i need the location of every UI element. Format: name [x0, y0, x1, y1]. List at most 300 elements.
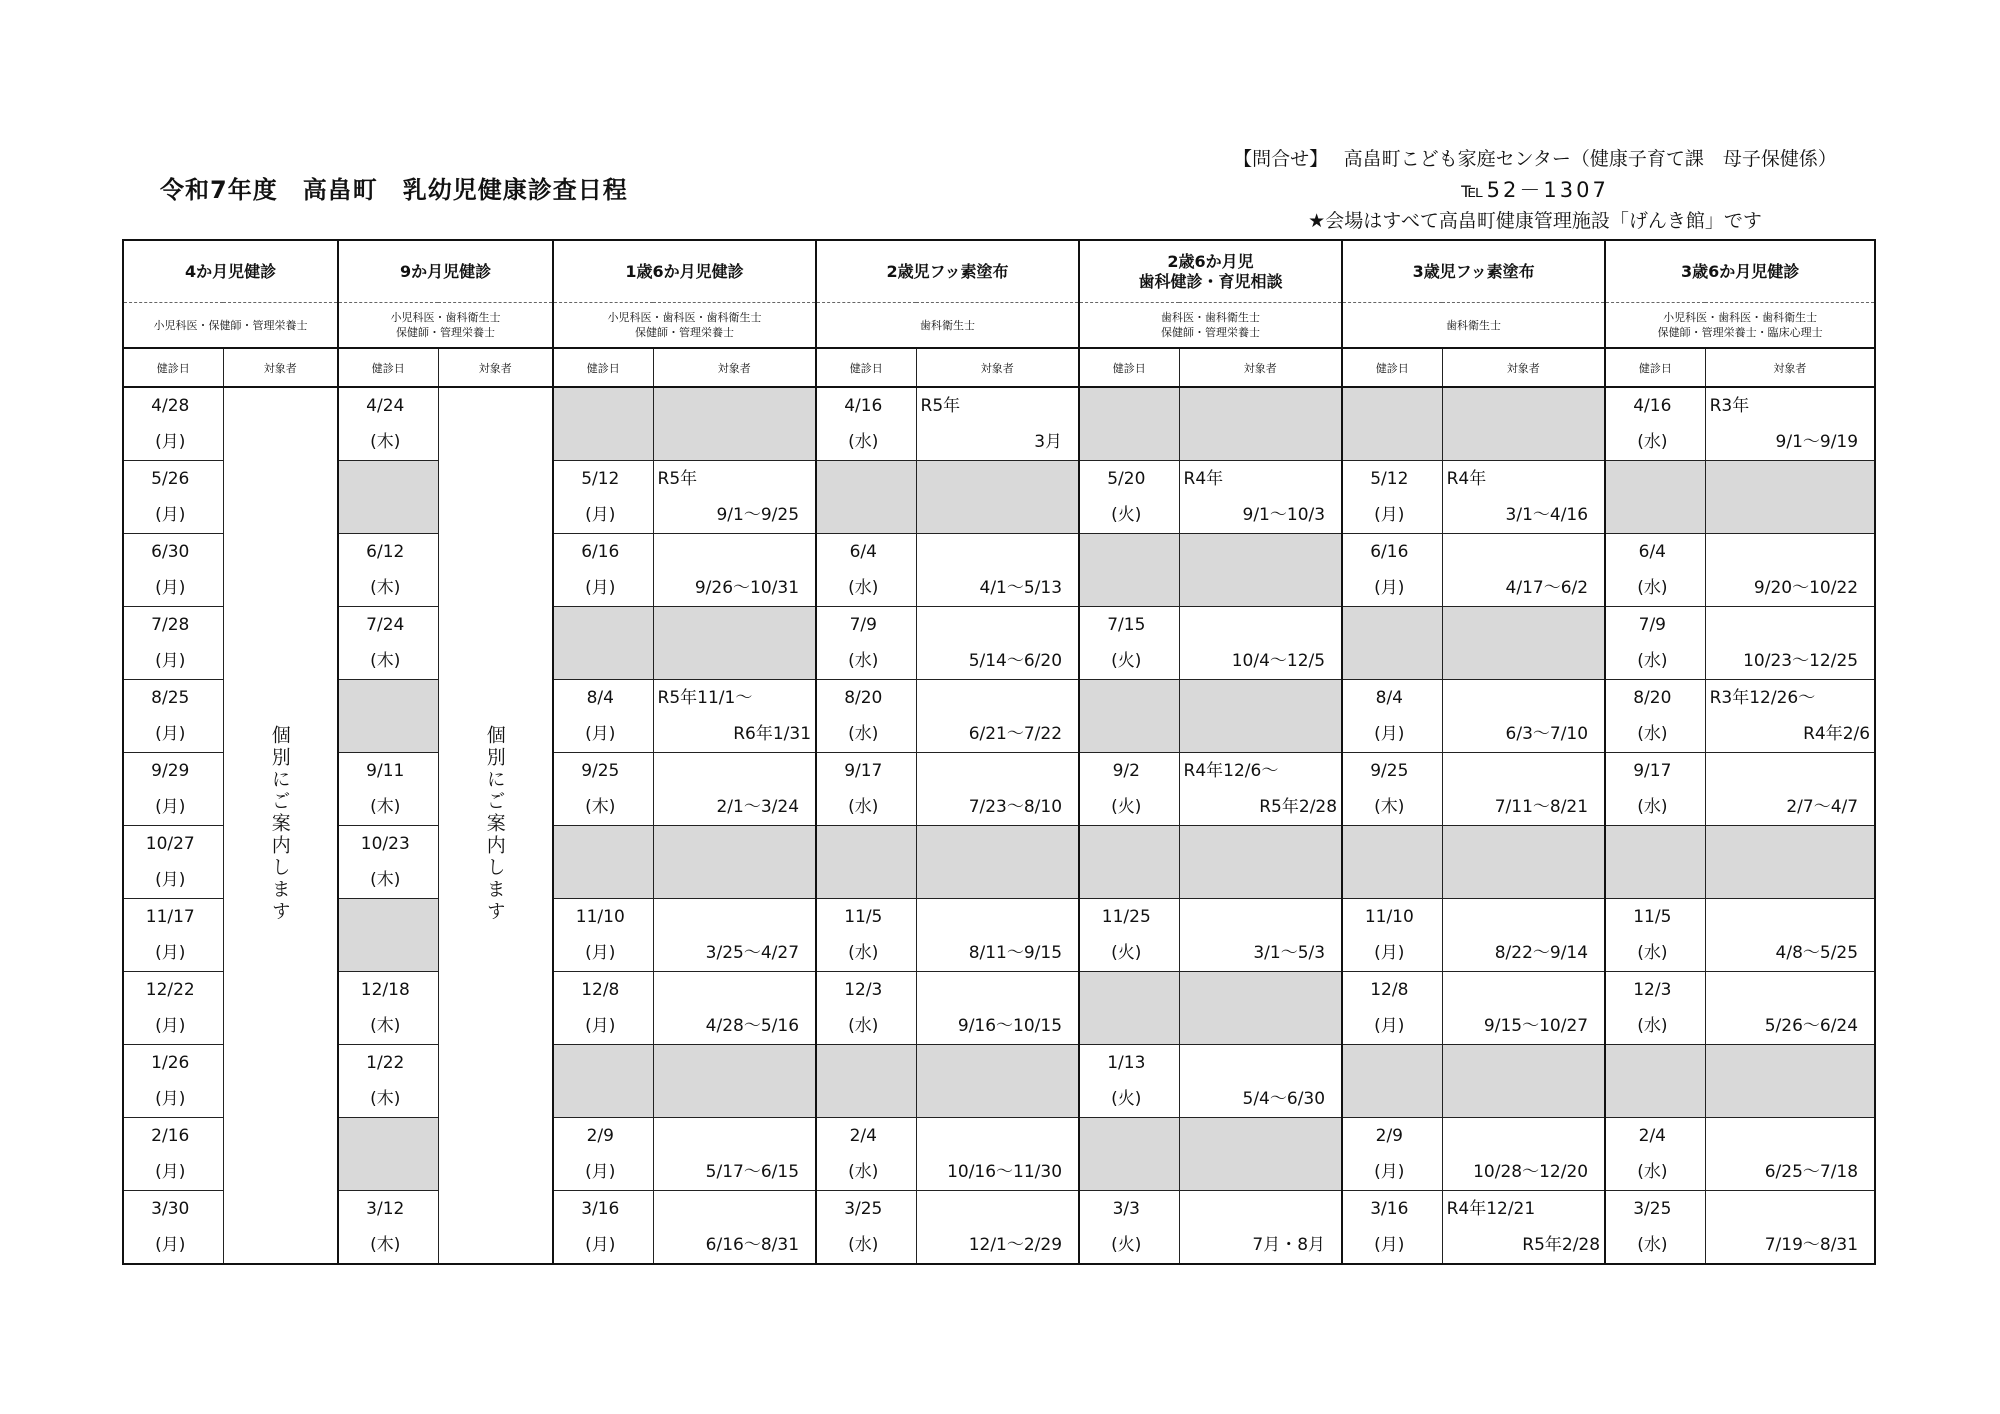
target-range: 10/4～12/5 [1231, 651, 1326, 671]
target-start [1443, 753, 1605, 789]
empty-cell [338, 899, 438, 972]
target-range: 7/11～8/21 [1494, 797, 1589, 817]
subheader-date: 健診日 [1079, 348, 1179, 387]
table-row [123, 899, 1875, 972]
weekday-value: (月) [1374, 943, 1405, 963]
staff-cell [1079, 303, 1342, 349]
target-cell [1179, 607, 1342, 680]
date-value: 11/25 [1101, 907, 1151, 927]
text-line: 保健師・管理栄養士 [635, 326, 735, 339]
empty-cell [1605, 461, 1705, 534]
venue-note: ★会場はすべて高畠町健康管理施設「げんき館」です [1308, 210, 1762, 232]
target-start: R4年 [1183, 469, 1224, 489]
empty-cell [1179, 387, 1342, 461]
date-cell [123, 899, 223, 972]
target-range: 3月 [1034, 432, 1063, 452]
target-cell [1442, 680, 1605, 753]
table-row [123, 680, 1875, 753]
target-cell [916, 1191, 1079, 1265]
date-cell [1605, 972, 1705, 1045]
date-value: 9/25 [1370, 761, 1409, 781]
column-header [1342, 240, 1605, 303]
empty-cell [1442, 1045, 1605, 1118]
date-cell [553, 534, 653, 607]
target-start [917, 1191, 1079, 1227]
target-start [654, 972, 816, 1008]
target-range: 5/26～6/24 [1764, 1016, 1859, 1036]
target-cell [916, 753, 1079, 826]
weekday-value: (火) [1111, 797, 1142, 817]
empty-cell [653, 1045, 816, 1118]
target-cell [1442, 534, 1605, 607]
staff-cell [1605, 303, 1875, 349]
date-value: 1/13 [1107, 1053, 1146, 1073]
date-cell [123, 826, 223, 899]
date-cell [123, 607, 223, 680]
date-cell [816, 534, 916, 607]
table-row [123, 972, 1875, 1045]
target-start [1180, 1191, 1342, 1227]
weekday-value: (月) [1374, 724, 1405, 744]
text-line: 歯科衛生士 [1446, 318, 1502, 332]
subheader-target: 対象者 [653, 348, 816, 387]
date-cell [1605, 607, 1705, 680]
date-cell [553, 972, 653, 1045]
weekday-value: (木) [370, 432, 401, 452]
date-cell [123, 534, 223, 607]
target-cell [1179, 461, 1342, 534]
weekday-value: (水) [1637, 943, 1668, 963]
date-value: 12/3 [1633, 980, 1672, 1000]
target-start [1443, 680, 1605, 716]
empty-cell [1179, 534, 1342, 607]
date-cell [123, 387, 223, 461]
date-cell [816, 753, 916, 826]
target-range: 9/1～9/25 [716, 505, 800, 525]
weekday-value: (水) [1637, 1162, 1668, 1182]
target-cell [1179, 1045, 1342, 1118]
table-row [123, 461, 1875, 534]
date-value: 11/5 [1633, 907, 1672, 927]
date-value: 7/9 [1638, 615, 1666, 635]
empty-cell [1442, 826, 1605, 899]
date-value: 6/4 [1638, 542, 1666, 562]
target-range: 3/25～4/27 [705, 943, 800, 963]
text-line: 小児科医・保健師・管理栄養士 [153, 318, 308, 332]
target-cell [916, 534, 1079, 607]
weekday-value: (水) [848, 432, 879, 452]
phone-number: ℡52－1307 [1461, 178, 1609, 202]
empty-cell [1442, 387, 1605, 461]
target-range: 6/16～8/31 [705, 1235, 800, 1255]
target-range: 6/25～7/18 [1764, 1162, 1859, 1182]
target-range: 9/26～10/31 [694, 578, 800, 598]
date-cell [553, 461, 653, 534]
empty-cell [916, 1045, 1079, 1118]
target-start [917, 753, 1079, 789]
target-cell [1705, 680, 1875, 753]
column-header [338, 240, 553, 303]
date-value: 8/20 [844, 688, 883, 708]
target-start [917, 607, 1079, 643]
date-cell [1342, 972, 1442, 1045]
date-value: 5/20 [1107, 469, 1146, 489]
date-cell [816, 607, 916, 680]
weekday-value: (木) [370, 578, 401, 598]
weekday-value: (月) [585, 943, 616, 963]
target-start [1443, 972, 1605, 1008]
target-range: 5/17～6/15 [705, 1162, 800, 1182]
target-start [1180, 899, 1342, 935]
target-range: R5年2/28 [1522, 1235, 1601, 1255]
text-line: 2歳6か月児 [1167, 251, 1254, 271]
weekday-value: (水) [1637, 432, 1668, 452]
subheader-row [123, 348, 1875, 387]
target-range: 4/1～5/13 [979, 578, 1063, 598]
target-start [654, 899, 816, 935]
target-range: 9/15～10/27 [1483, 1016, 1589, 1036]
target-range: 9/1～9/19 [1775, 432, 1859, 452]
target-cell [653, 680, 816, 753]
target-start: R3年12/26～ [1709, 688, 1816, 708]
empty-cell [1079, 1118, 1179, 1191]
target-range: 6/21～7/22 [968, 724, 1063, 744]
target-cell [1442, 461, 1605, 534]
weekday-value: (月) [585, 724, 616, 744]
date-cell [553, 899, 653, 972]
target-cell [1705, 387, 1875, 461]
text-line: 歯科医・歯科衛生士 [1161, 311, 1261, 324]
target-range: 2/1～3/24 [716, 797, 800, 817]
date-cell [123, 972, 223, 1045]
weekday-value: (月) [155, 1235, 186, 1255]
target-cell [1705, 607, 1875, 680]
empty-cell [816, 461, 916, 534]
empty-cell [1079, 387, 1179, 461]
date-cell [1079, 607, 1179, 680]
date-cell [338, 1191, 438, 1265]
date-cell [1079, 899, 1179, 972]
empty-cell [553, 826, 653, 899]
date-value: 7/15 [1107, 615, 1146, 635]
date-value: 7/28 [151, 615, 190, 635]
target-range: 3/1～5/3 [1253, 943, 1326, 963]
weekday-value: (月) [585, 505, 616, 525]
target-start [1706, 607, 1875, 643]
target-cell [653, 461, 816, 534]
staff-cell [1342, 303, 1605, 349]
table-row [123, 387, 1875, 461]
weekday-value: (月) [155, 578, 186, 598]
target-start [1706, 1191, 1875, 1227]
date-cell [338, 387, 438, 461]
target-start [1706, 534, 1875, 570]
weekday-value: (月) [155, 724, 186, 744]
date-cell [1342, 534, 1442, 607]
target-range: 6/3～7/10 [1505, 724, 1589, 744]
date-cell [816, 972, 916, 1045]
target-range: 2/7～4/7 [1786, 797, 1859, 817]
target-start [1443, 899, 1605, 935]
target-range: 4/28～5/16 [705, 1016, 800, 1036]
target-range: 7月・8月 [1252, 1235, 1326, 1255]
date-value: 6/16 [581, 542, 620, 562]
date-value: 12/3 [844, 980, 883, 1000]
empty-cell [1705, 1045, 1875, 1118]
date-cell [1605, 1118, 1705, 1191]
date-cell [338, 1045, 438, 1118]
date-value: 11/10 [575, 907, 625, 927]
empty-cell [816, 1045, 916, 1118]
weekday-value: (月) [1374, 1016, 1405, 1036]
table-row [123, 607, 1875, 680]
date-value: 4/24 [366, 396, 405, 416]
target-cell [1705, 899, 1875, 972]
target-cell [1442, 1191, 1605, 1265]
contact-info: 【問合せ】 高畠町こども家庭センター（健康子育て課 母子保健係） [1233, 148, 1837, 170]
target-range: 8/22～9/14 [1494, 943, 1589, 963]
text-line: 2歳児フッ素塗布 [886, 261, 1009, 281]
date-value: 4/28 [151, 396, 190, 416]
target-cell [1705, 534, 1875, 607]
date-value: 3/3 [1112, 1199, 1140, 1219]
date-cell [1605, 1191, 1705, 1265]
target-cell [916, 387, 1079, 461]
target-start [1706, 899, 1875, 935]
date-value: 7/24 [366, 615, 405, 635]
date-cell [816, 1118, 916, 1191]
target-range: 7/19～8/31 [1764, 1235, 1859, 1255]
date-cell [816, 680, 916, 753]
weekday-value: (月) [585, 1162, 616, 1182]
date-value: 8/20 [1633, 688, 1672, 708]
subheader-date: 健診日 [816, 348, 916, 387]
weekday-value: (月) [1374, 1162, 1405, 1182]
column-header [1605, 240, 1875, 303]
target-start [654, 534, 816, 570]
date-value: 7/9 [849, 615, 877, 635]
weekday-value: (月) [1374, 1235, 1405, 1255]
empty-cell [553, 607, 653, 680]
text-line: 歯科衛生士 [920, 318, 976, 332]
empty-cell [1342, 826, 1442, 899]
date-cell [816, 899, 916, 972]
empty-cell [916, 826, 1079, 899]
target-range: R4年2/6 [1803, 724, 1871, 744]
date-cell [816, 1191, 916, 1265]
weekday-value: (木) [370, 870, 401, 890]
weekday-value: (月) [1374, 505, 1405, 525]
empty-cell [1705, 826, 1875, 899]
target-start [1706, 753, 1875, 789]
column-header-row [123, 240, 1875, 303]
subheader-date: 健診日 [1605, 348, 1705, 387]
target-range: 5/4～6/30 [1242, 1089, 1326, 1109]
date-cell [1342, 1118, 1442, 1191]
weekday-value: (木) [370, 1089, 401, 1109]
table-row [123, 1118, 1875, 1191]
date-value: 12/8 [581, 980, 620, 1000]
target-start [1706, 1118, 1875, 1154]
target-start [1443, 534, 1605, 570]
empty-cell [553, 1045, 653, 1118]
empty-cell [1342, 1045, 1442, 1118]
target-cell [653, 1191, 816, 1265]
target-start [917, 972, 1079, 1008]
weekday-value: (月) [155, 432, 186, 452]
individual-notice-text: 個別にご案内します [483, 724, 506, 923]
text-line: 9か月児健診 [399, 261, 492, 281]
target-cell [1705, 1191, 1875, 1265]
staff-cell [816, 303, 1079, 349]
empty-cell [1342, 387, 1442, 461]
individual-notice [438, 387, 553, 1264]
date-value: 6/16 [1370, 542, 1409, 562]
weekday-value: (水) [1637, 724, 1668, 744]
text-line: 3歳6か月児健診 [1680, 261, 1800, 281]
target-start [1443, 1118, 1605, 1154]
date-value: 3/16 [1370, 1199, 1409, 1219]
text-line: 3歳児フッ素塗布 [1412, 261, 1535, 281]
target-cell [1179, 899, 1342, 972]
date-value: 12/8 [1370, 980, 1409, 1000]
weekday-value: (火) [1111, 651, 1142, 671]
weekday-value: (月) [155, 505, 186, 525]
target-cell [916, 680, 1079, 753]
schedule-table [122, 239, 1876, 1265]
date-cell [1342, 461, 1442, 534]
target-start [1180, 607, 1342, 643]
weekday-value: (水) [1637, 1016, 1668, 1036]
staff-cell [553, 303, 816, 349]
weekday-value: (水) [1637, 651, 1668, 671]
target-start [917, 1118, 1079, 1154]
weekday-value: (水) [1637, 797, 1668, 817]
date-cell [123, 1045, 223, 1118]
date-value: 9/11 [366, 761, 405, 781]
date-cell [1079, 461, 1179, 534]
date-value: 9/17 [1633, 761, 1672, 781]
date-cell [1605, 387, 1705, 461]
target-cell [1705, 1118, 1875, 1191]
text-line: 保健師・管理栄養士・臨床心理士 [1657, 326, 1823, 339]
target-cell [916, 607, 1079, 680]
text-line: 小児科医・歯科衛生士 [390, 311, 501, 324]
subheader-target: 対象者 [438, 348, 553, 387]
date-cell [338, 972, 438, 1045]
date-value: 8/4 [586, 688, 614, 708]
target-start: R5年11/1～ [657, 688, 753, 708]
weekday-value: (水) [848, 797, 879, 817]
target-start [654, 1191, 816, 1227]
target-range: R6年1/31 [733, 724, 812, 744]
weekday-value: (火) [1111, 1089, 1142, 1109]
weekday-value: (水) [1637, 1235, 1668, 1255]
subheader-target: 対象者 [1442, 348, 1605, 387]
column-header [123, 240, 338, 303]
target-cell [916, 899, 1079, 972]
text-line: 1歳6か月児健診 [625, 261, 744, 281]
weekday-value: (火) [1111, 505, 1142, 525]
date-value: 5/12 [581, 469, 620, 489]
target-cell [653, 534, 816, 607]
empty-cell [1605, 826, 1705, 899]
date-cell [1342, 1191, 1442, 1265]
target-range: 9/16～10/15 [957, 1016, 1063, 1036]
target-start [917, 534, 1079, 570]
empty-cell [1705, 461, 1875, 534]
weekday-value: (木) [370, 1016, 401, 1036]
date-value: 3/30 [151, 1199, 190, 1219]
empty-cell [1179, 680, 1342, 753]
date-value: 5/12 [1370, 469, 1409, 489]
empty-cell [653, 826, 816, 899]
weekday-value: (月) [585, 1235, 616, 1255]
weekday-value: (水) [848, 578, 879, 598]
date-cell [553, 753, 653, 826]
date-value: 2/9 [586, 1126, 614, 1146]
date-cell [1605, 753, 1705, 826]
date-value: 2/4 [849, 1126, 877, 1146]
date-cell [1079, 1191, 1179, 1265]
subheader-date: 健診日 [1342, 348, 1442, 387]
weekday-value: (月) [585, 578, 616, 598]
page-title: 令和7年度 高畠町 乳幼児健康診査日程 [160, 176, 628, 204]
target-range: R5年2/28 [1259, 797, 1338, 817]
weekday-value: (水) [848, 724, 879, 744]
target-cell [916, 972, 1079, 1045]
date-cell [338, 607, 438, 680]
target-range: 8/11～9/15 [968, 943, 1063, 963]
subheader-target: 対象者 [1179, 348, 1342, 387]
date-cell [553, 680, 653, 753]
target-start [917, 680, 1079, 716]
weekday-value: (水) [848, 943, 879, 963]
target-start [1706, 972, 1875, 1008]
weekday-value: (月) [155, 651, 186, 671]
target-cell [1442, 1118, 1605, 1191]
target-start: R3年 [1709, 396, 1750, 416]
target-start [654, 1118, 816, 1154]
target-cell [1179, 1191, 1342, 1265]
date-value: 9/29 [151, 761, 190, 781]
weekday-value: (月) [155, 943, 186, 963]
table-row [123, 826, 1875, 899]
target-cell [653, 972, 816, 1045]
date-value: 8/25 [151, 688, 190, 708]
target-range: 4/17～6/2 [1505, 578, 1589, 598]
target-cell [653, 1118, 816, 1191]
target-range: 10/23～12/25 [1743, 651, 1859, 671]
weekday-value: (木) [370, 651, 401, 671]
empty-cell [916, 461, 1079, 534]
date-value: 4/16 [1633, 396, 1672, 416]
date-value: 10/23 [360, 834, 410, 854]
empty-cell [816, 826, 916, 899]
date-cell [123, 680, 223, 753]
weekday-value: (水) [848, 1235, 879, 1255]
date-cell [123, 1118, 223, 1191]
date-cell [123, 1191, 223, 1265]
date-cell [1605, 899, 1705, 972]
weekday-value: (水) [848, 1162, 879, 1182]
empty-cell [338, 680, 438, 753]
target-range: 4/8～5/25 [1775, 943, 1859, 963]
text-line: 歯科健診・育児相談 [1138, 271, 1283, 291]
subheader-target: 対象者 [223, 348, 338, 387]
target-cell [1705, 753, 1875, 826]
target-range: 9/20～10/22 [1753, 578, 1859, 598]
